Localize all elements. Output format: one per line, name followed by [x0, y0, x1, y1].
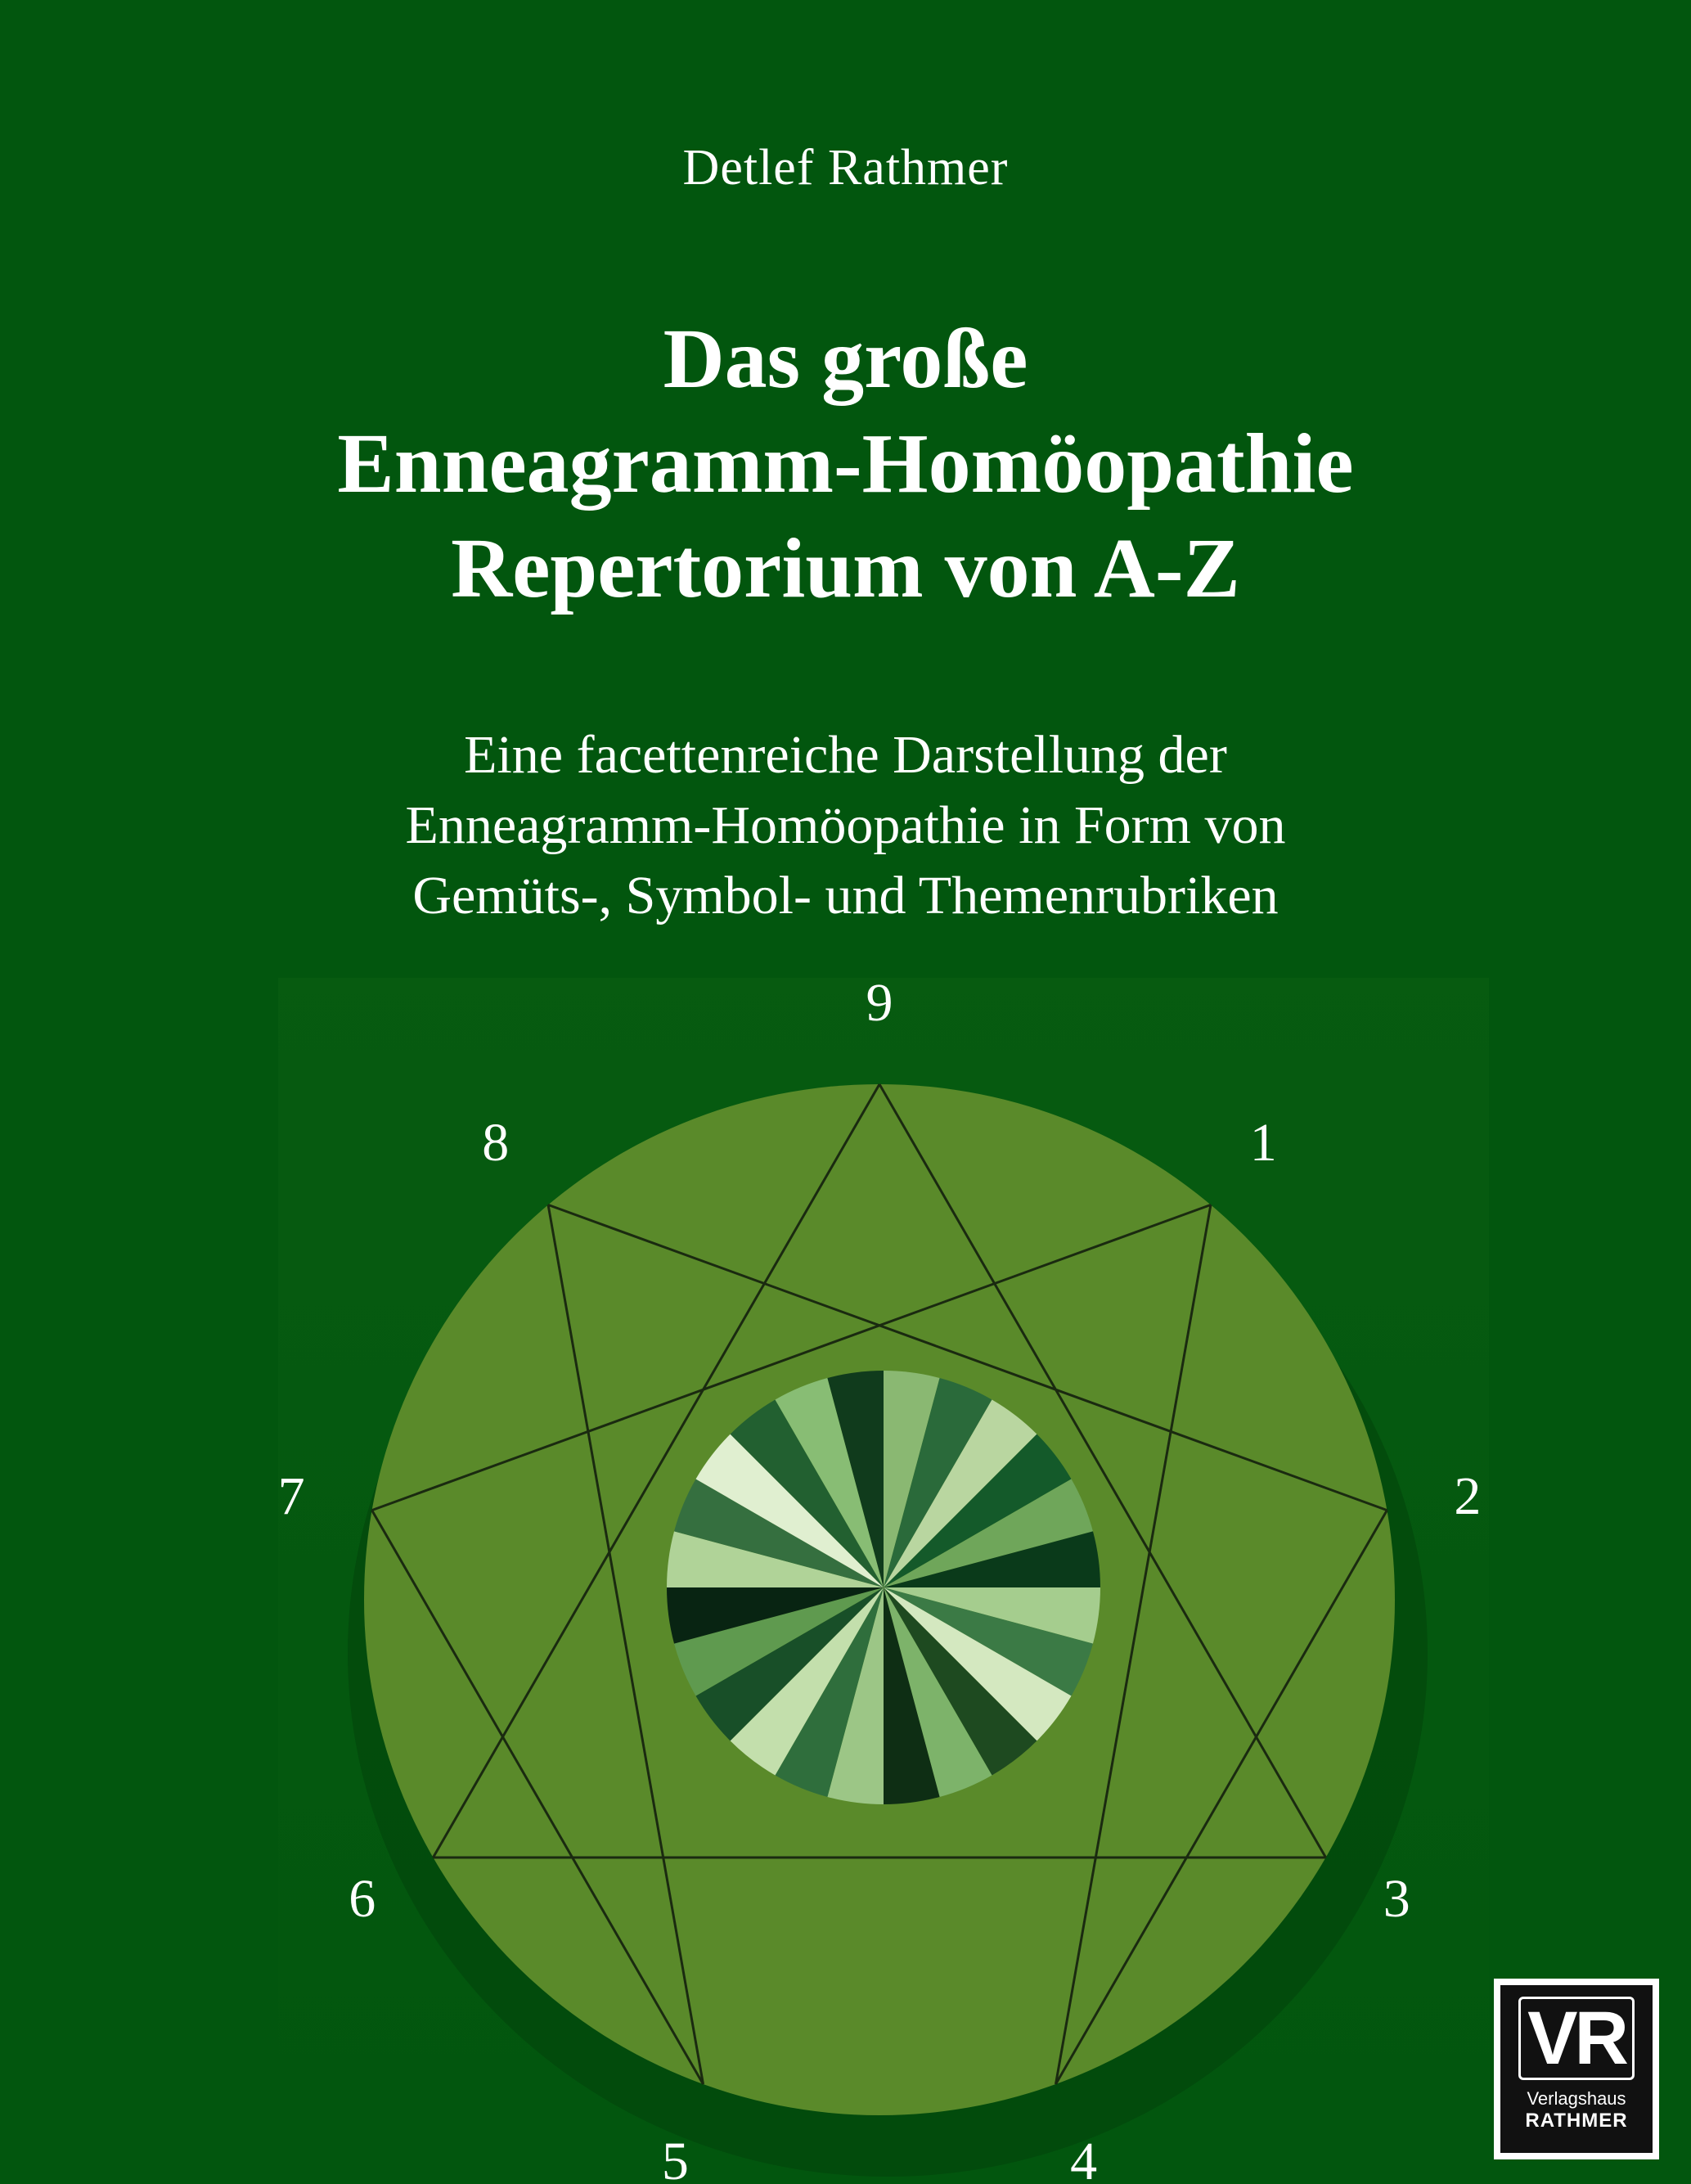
subtitle-line-2: Enneagramm-Homöopathie in Form von [405, 795, 1286, 855]
subtitle-line-3: Gemüts-, Symbol- und Themenrubriken [412, 866, 1279, 925]
point-label: 6 [349, 1869, 376, 1929]
point-label: 7 [277, 1466, 305, 1527]
publisher-logo-line-2: RATHMER [1525, 2110, 1628, 2132]
color-wheel [667, 1371, 1100, 1804]
subtitle-line-1: Eine facettenreiche Darstellung der [464, 725, 1227, 785]
publisher-logo-line-1: Verlagshaus [1527, 2088, 1626, 2109]
title-line-2: Enneagramm-Homöopathie [337, 417, 1354, 511]
point-label: 8 [482, 1112, 510, 1173]
point-label: 2 [1454, 1466, 1482, 1527]
title-line-1: Das große [663, 312, 1028, 406]
point-label: 3 [1383, 1869, 1410, 1929]
point-label: 4 [1070, 2131, 1098, 2184]
title-line-3: Repertorium von A-Z [451, 521, 1240, 615]
point-label: 1 [1249, 1112, 1277, 1173]
publisher-logo [1494, 1979, 1659, 2159]
author-name: Detlef Rathmer [682, 140, 1009, 196]
publisher-logo-mark: VR [1518, 1997, 1635, 2080]
point-label: 9 [866, 973, 893, 1033]
point-label: 5 [661, 2131, 689, 2184]
